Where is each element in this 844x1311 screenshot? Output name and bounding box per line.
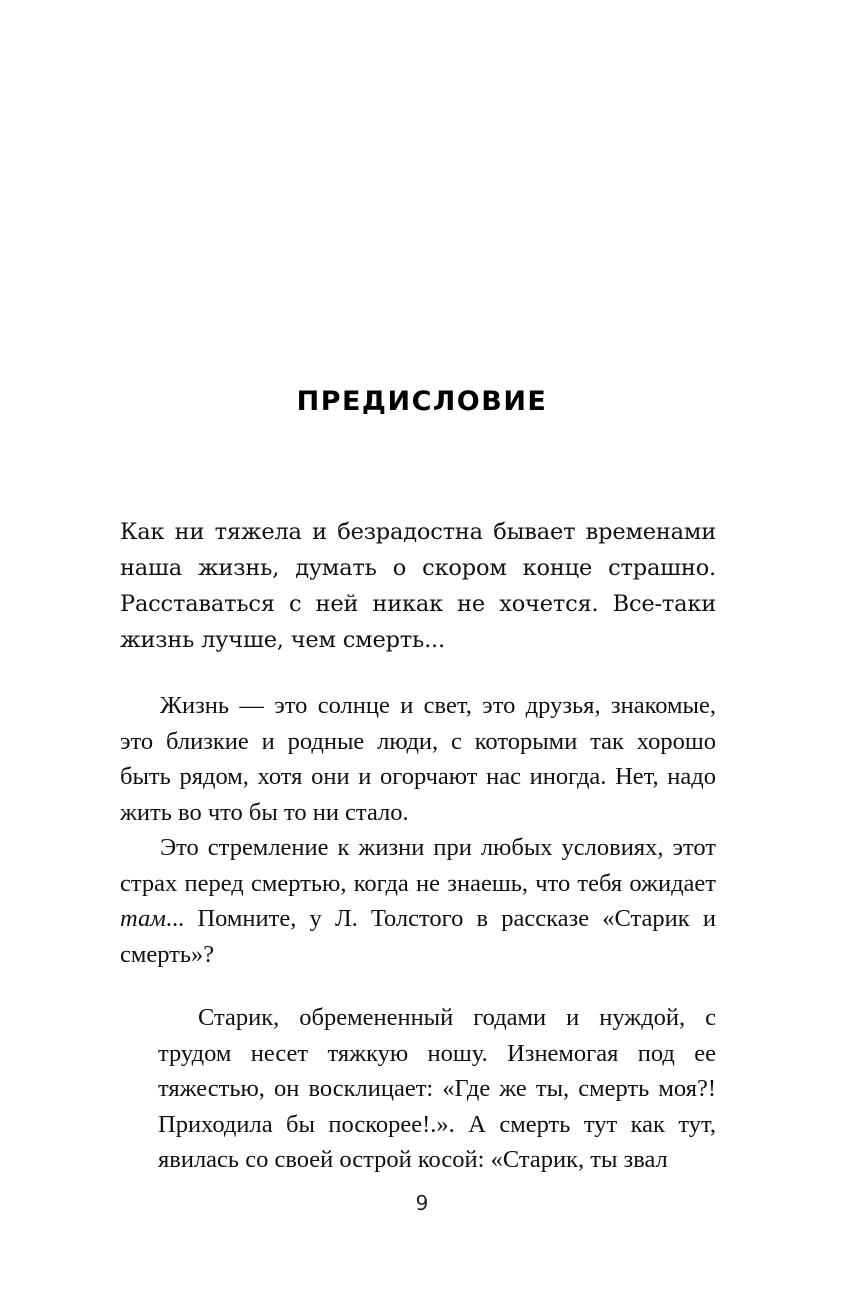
chapter-title: ПРЕДИСЛОВИЕ xyxy=(296,386,548,417)
paragraph-text: Это стремление к жизни при любых условиях, этот страх перед смертью, когда не знаешь, что тебя ожидает xyxy=(120,834,716,897)
paragraph: Жизнь — это солнце и свет, это друзья, знакомые, это близкие и родные люди, с которыми так хорошо быть рядом, хотя они и огорчают нас иногда. Нет, надо жить во что бы то ни стало. xyxy=(120,692,716,826)
page-number: 9 xyxy=(415,1191,429,1215)
quote-paragraph: Старик, обремененный годами и нуждой, с трудом несет тяжкую ношу. Изнемогая под ее тяжестью, он восклицает: «Где же ты, смерть моя?! Приходила бы поскорее!.». А смерть тут как тут, явилась со своей острой косой: «Старик, ты звал xyxy=(158,1004,716,1173)
block-quote xyxy=(158,1000,716,1178)
body-text xyxy=(120,688,716,972)
emphasis-text: там xyxy=(120,905,166,932)
paragraph xyxy=(120,830,716,972)
paragraph-text: ... Помните, у Л. Толстого в рассказе «Старик и смерть»? xyxy=(120,905,716,968)
intro-paragraph: Как ни тяжела и безрадостна бывает временами наша жизнь, думать о скором конце страшно. Расставаться с ней никак не хочется. Все-таки жизнь лучше, чем смерть... xyxy=(120,519,716,653)
